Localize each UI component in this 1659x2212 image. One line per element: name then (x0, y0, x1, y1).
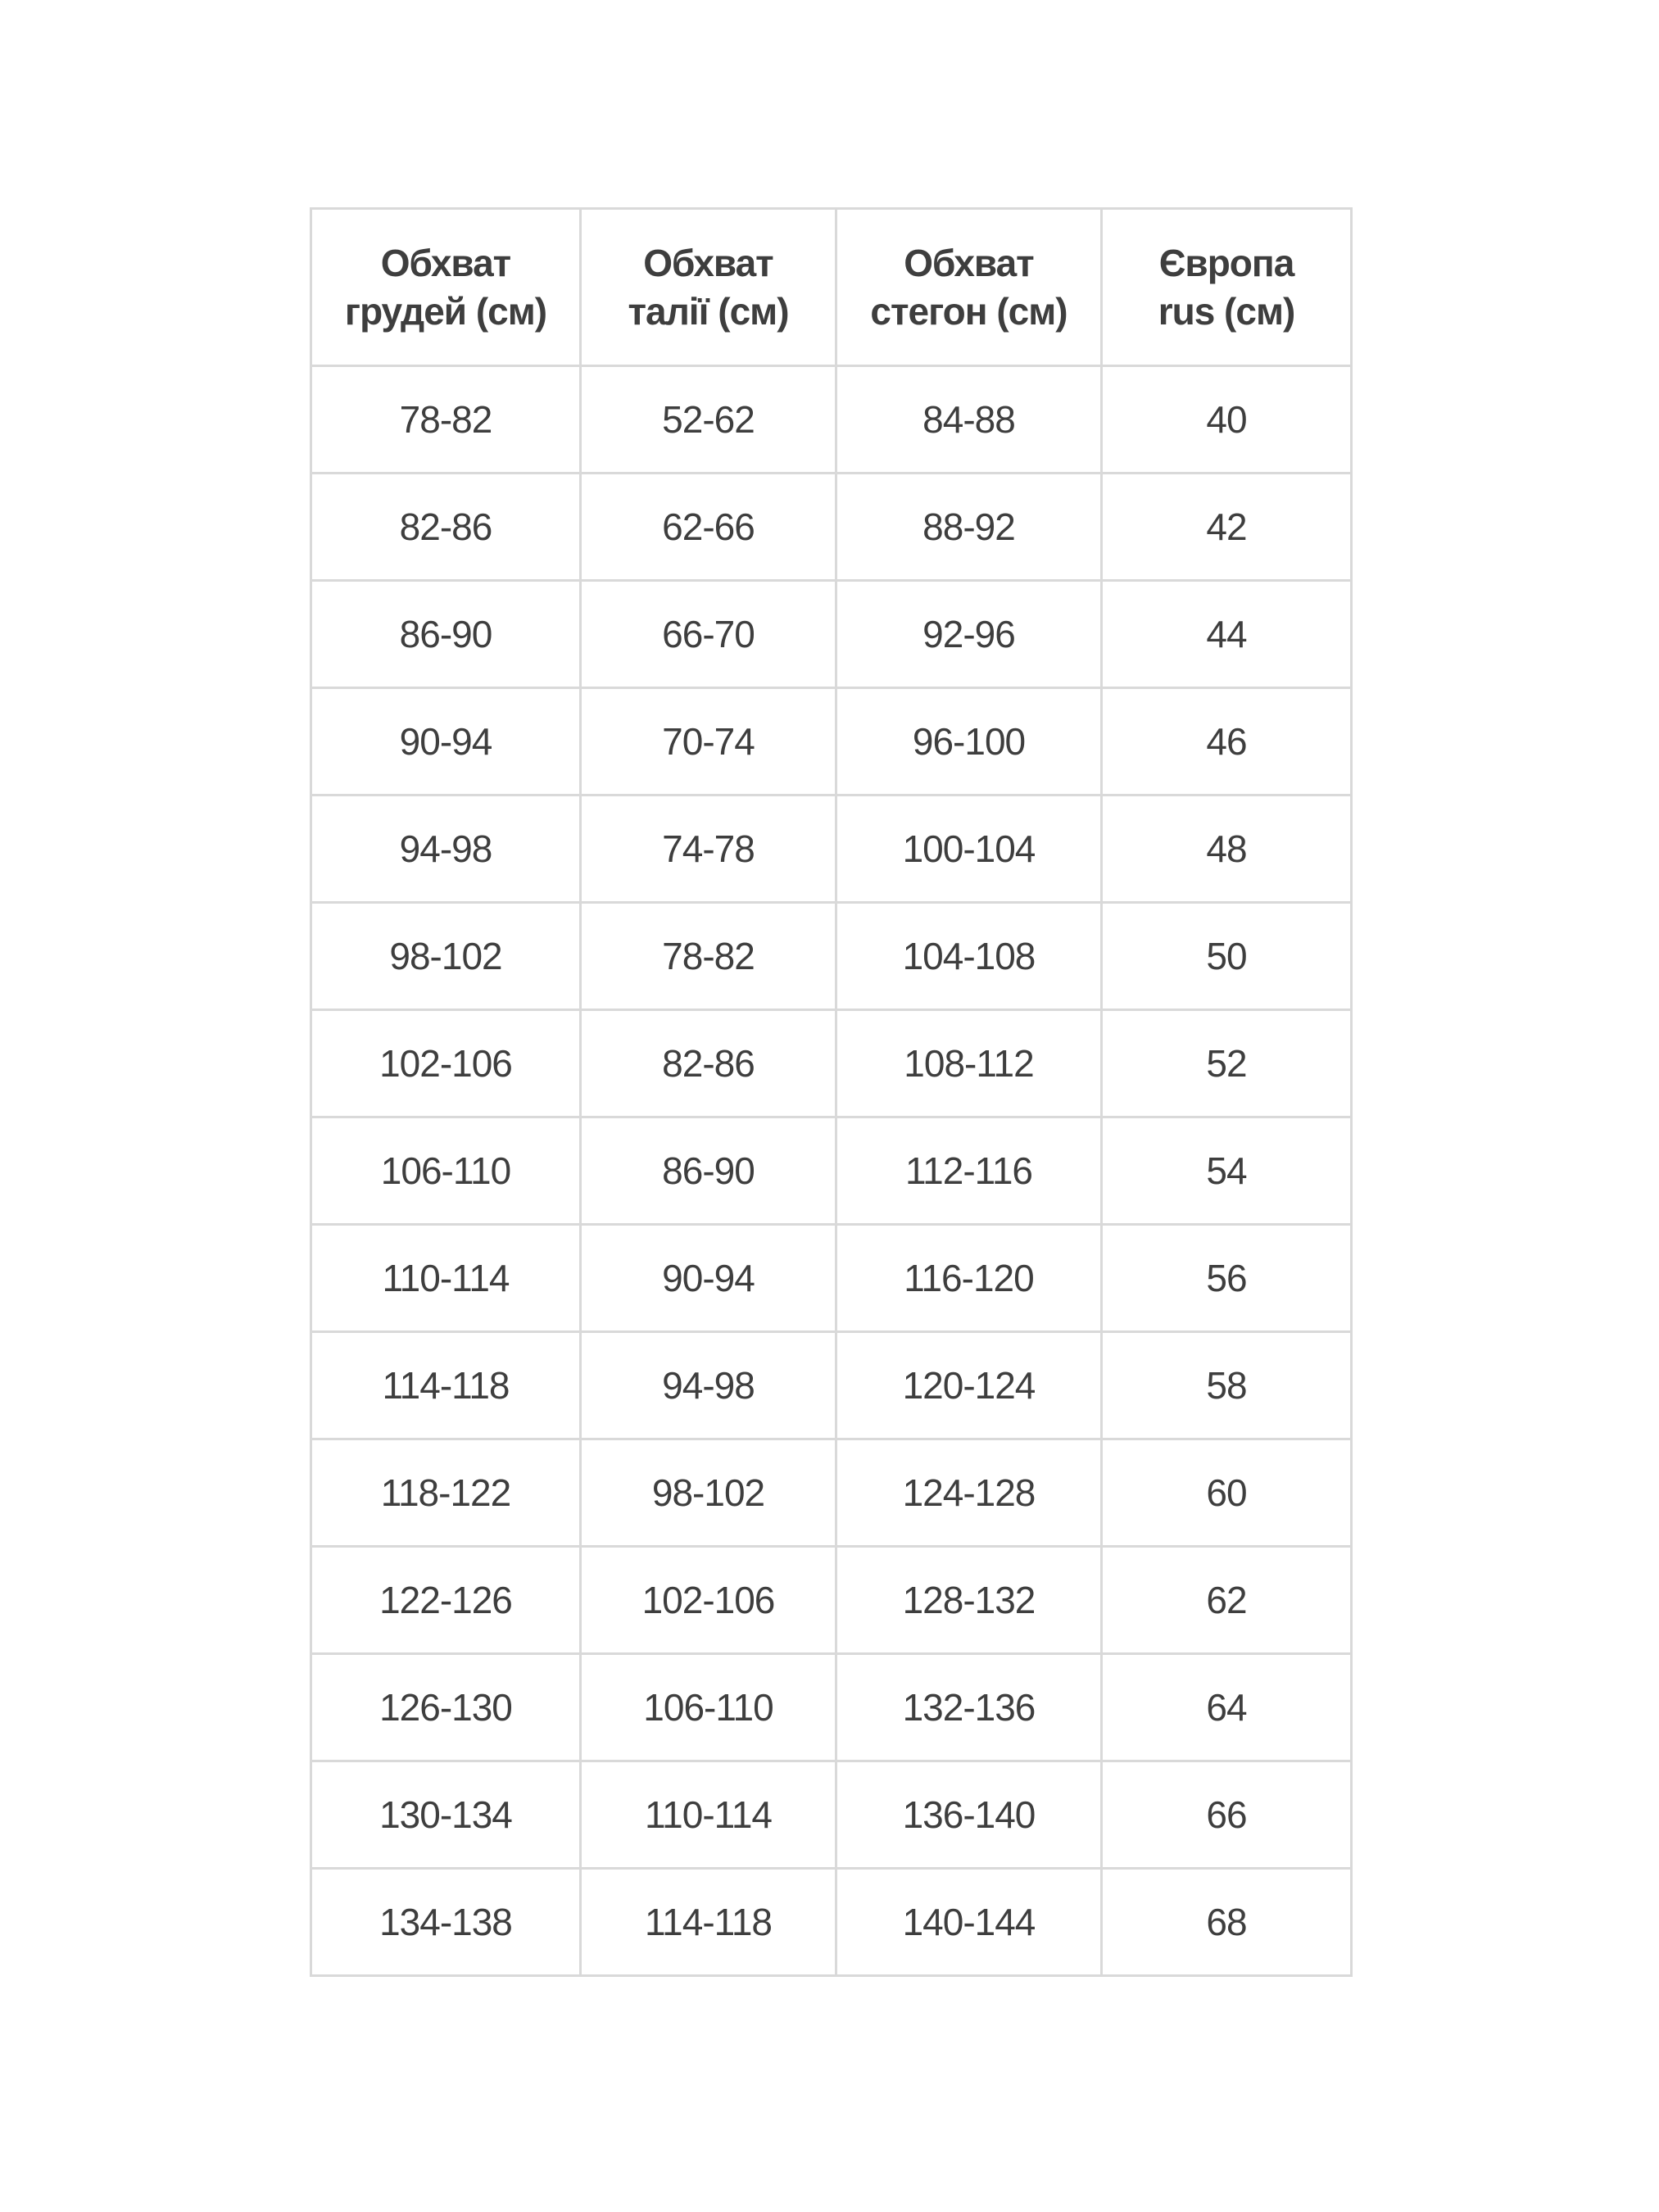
table-cell: 78-82 (581, 903, 836, 1010)
table-cell: 130-134 (311, 1761, 581, 1869)
table-cell: 110-114 (311, 1225, 581, 1332)
table-cell: 114-118 (311, 1332, 581, 1439)
table-row (311, 1547, 1352, 1654)
table-row (311, 1010, 1352, 1117)
table-cell: 96-100 (836, 688, 1102, 796)
table-row (311, 366, 1352, 474)
table-cell: 82-86 (311, 474, 581, 581)
column-header-line2: грудей (см) (344, 289, 547, 333)
table-cell: 48 (1102, 796, 1352, 903)
column-header-line1: Обхват (643, 241, 773, 284)
table-cell: 86-90 (311, 581, 581, 688)
size-chart-header (311, 209, 1352, 366)
column-header-line1: Європа (1158, 241, 1294, 284)
table-cell: 100-104 (836, 796, 1102, 903)
table-cell: 46 (1102, 688, 1352, 796)
table-cell: 132-136 (836, 1654, 1102, 1761)
table-cell: 52-62 (581, 366, 836, 474)
table-cell: 66 (1102, 1761, 1352, 1869)
header-row (311, 209, 1352, 366)
table-cell: 78-82 (311, 366, 581, 474)
table-row (311, 581, 1352, 688)
table-cell: 62 (1102, 1547, 1352, 1654)
table-cell: 104-108 (836, 903, 1102, 1010)
table-cell: 134-138 (311, 1869, 581, 1976)
table-row (311, 1761, 1352, 1869)
table-cell: 82-86 (581, 1010, 836, 1117)
table-cell: 114-118 (581, 1869, 836, 1976)
table-cell: 140-144 (836, 1869, 1102, 1976)
table-cell: 98-102 (581, 1439, 836, 1547)
table-cell: 90-94 (581, 1225, 836, 1332)
table-cell: 50 (1102, 903, 1352, 1010)
table-cell: 56 (1102, 1225, 1352, 1332)
column-header-line2: rus (см) (1158, 289, 1295, 333)
size-chart-body (311, 366, 1352, 1976)
table-cell: 106-110 (581, 1654, 836, 1761)
table-cell: 126-130 (311, 1654, 581, 1761)
size-chart-table (310, 207, 1353, 1977)
table-cell: 98-102 (311, 903, 581, 1010)
table-cell: 70-74 (581, 688, 836, 796)
table-cell: 40 (1102, 366, 1352, 474)
column-header-line1: Обхват (380, 241, 511, 284)
column-header-2 (836, 209, 1102, 366)
table-cell: 86-90 (581, 1117, 836, 1225)
table-cell: 94-98 (581, 1332, 836, 1439)
table-row (311, 1869, 1352, 1976)
table-row (311, 474, 1352, 581)
table-row (311, 688, 1352, 796)
table-cell: 68 (1102, 1869, 1352, 1976)
table-cell: 124-128 (836, 1439, 1102, 1547)
table-cell: 88-92 (836, 474, 1102, 581)
table-cell: 84-88 (836, 366, 1102, 474)
column-header-line2: талії (см) (628, 289, 789, 333)
column-header-line1: Обхват (904, 241, 1034, 284)
table-cell: 52 (1102, 1010, 1352, 1117)
table-row (311, 796, 1352, 903)
table-cell: 74-78 (581, 796, 836, 903)
table-cell: 110-114 (581, 1761, 836, 1869)
table-cell: 54 (1102, 1117, 1352, 1225)
column-header-line2: стегон (см) (870, 289, 1067, 333)
table-cell: 116-120 (836, 1225, 1102, 1332)
table-cell: 112-116 (836, 1117, 1102, 1225)
table-cell: 102-106 (581, 1547, 836, 1654)
column-header-0 (311, 209, 581, 366)
table-row (311, 1225, 1352, 1332)
column-header-1 (581, 209, 836, 366)
table-cell: 44 (1102, 581, 1352, 688)
table-cell: 118-122 (311, 1439, 581, 1547)
table-cell: 122-126 (311, 1547, 581, 1654)
table-row (311, 903, 1352, 1010)
table-cell: 62-66 (581, 474, 836, 581)
table-row (311, 1654, 1352, 1761)
table-cell: 90-94 (311, 688, 581, 796)
table-cell: 136-140 (836, 1761, 1102, 1869)
table-cell: 108-112 (836, 1010, 1102, 1117)
table-cell: 66-70 (581, 581, 836, 688)
table-row (311, 1332, 1352, 1439)
table-cell: 92-96 (836, 581, 1102, 688)
table-cell: 102-106 (311, 1010, 581, 1117)
table-row (311, 1117, 1352, 1225)
table-cell: 58 (1102, 1332, 1352, 1439)
table-cell: 60 (1102, 1439, 1352, 1547)
table-cell: 106-110 (311, 1117, 581, 1225)
table-cell: 42 (1102, 474, 1352, 581)
table-row (311, 1439, 1352, 1547)
table-cell: 94-98 (311, 796, 581, 903)
table-cell: 64 (1102, 1654, 1352, 1761)
table-cell: 120-124 (836, 1332, 1102, 1439)
table-cell: 128-132 (836, 1547, 1102, 1654)
column-header-3 (1102, 209, 1352, 366)
